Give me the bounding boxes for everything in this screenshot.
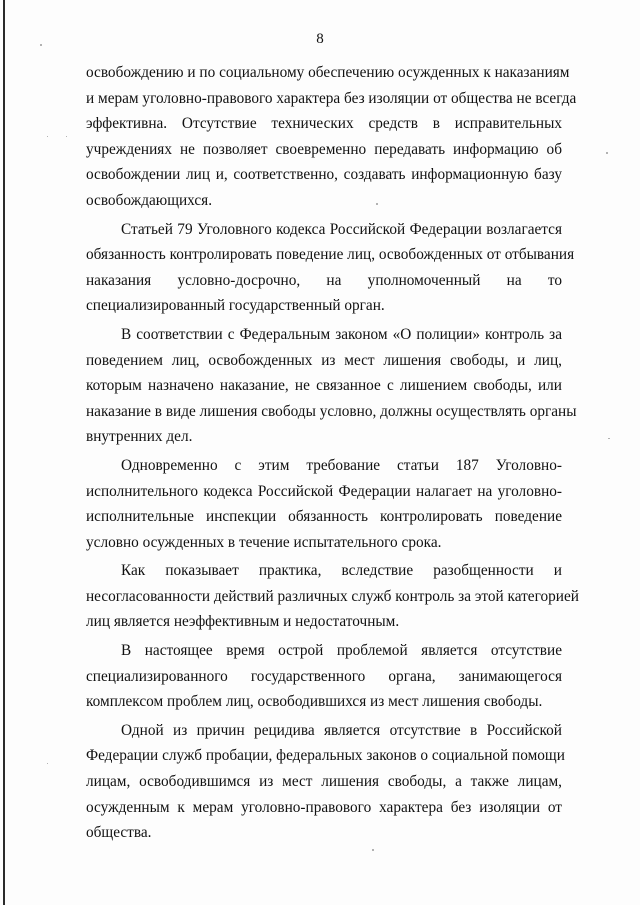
paragraph-3 (86, 322, 577, 450)
text-line: Статьей 79 Уголовного кодекса Российской Федерации возлагается (121, 220, 562, 238)
text-line: Одной из причин рецидива является отсутствие в Российской (121, 721, 562, 739)
scan-speck (372, 849, 374, 851)
text-line: эффективна. Отсутствие технических средств в исправительных (86, 115, 562, 133)
paragraph-7 (86, 718, 565, 846)
text-line: общества. (86, 824, 152, 842)
scan-speck (66, 136, 67, 137)
text-line: учреждениях не позволяет своевременно передавать информацию об (86, 140, 562, 158)
text-line: осужденным к мерам уголовно-правового характера без изоляции от (86, 798, 562, 816)
text-line: лиц является неэффективным и недостаточным. (86, 613, 400, 631)
text-line: освобождении лиц и, соответственно, создавать информационную базу (86, 166, 562, 184)
text-line: исполнительные инспекции обязанность контролировать поведение (86, 508, 562, 526)
scan-edge-line (3, 0, 5, 905)
paragraph-2 (86, 217, 575, 319)
text-line: специализированного государственного органа, занимающегося (86, 667, 562, 685)
paragraph-1 (86, 60, 577, 214)
scan-speck (376, 203, 378, 205)
text-line: наказание в виде лишения свободы условно, должны осуществлять органы (86, 402, 577, 420)
scan-speck (40, 44, 42, 46)
text-line: и мерам уголовно-правового характера без изоляции от общества не всегда (86, 89, 577, 107)
page-number: 8 (316, 31, 324, 47)
paragraph-5 (86, 558, 579, 635)
scan-speck (47, 763, 48, 764)
text-line: исполнительного кодекса Российской Федерации налагает на уголовно- (86, 482, 562, 500)
text-line: внутренних дел. (86, 428, 193, 446)
text-line: лицам, освободившимся из мест лишения свободы, а также лицам, (86, 773, 562, 791)
text-line: специализированный государственный орган. (86, 297, 385, 315)
text-line: Одновременно с этим требование статьи 187 Уголовно- (121, 456, 562, 474)
text-line: условно осужденных в течение испытательного срока. (86, 533, 442, 551)
scan-speck (47, 136, 48, 137)
text-line: поведением лиц, освобожденных из мест лишения свободы, и лиц, (86, 351, 562, 369)
text-line: комплексом проблем лиц, освободившихся из мест лишения свободы. (86, 693, 543, 711)
text-line: Федерации служб пробации, федеральных законов о социальной помощи (86, 747, 565, 765)
scan-speck (608, 438, 610, 439)
text-line: освобождению и по социальному обеспечению осужденных к наказаниям (86, 64, 570, 81)
text-line: В соответствии с Федеральным законом «О полиции» контроль за (121, 325, 562, 343)
text-line: несогласованности действий различных служб контроль за этой категорией (86, 587, 579, 605)
paragraph-4 (86, 453, 562, 555)
body-text (86, 60, 579, 849)
text-line: которым назначено наказание, не связанное с лишением свободы, или (86, 377, 562, 395)
text-line: освобождающихся. (86, 191, 213, 209)
text-line: обязанность контролировать поведение лиц, освобожденных от отбывания (86, 246, 575, 264)
text-line: Как показывает практика, вследствие разобщенности и (121, 562, 562, 580)
paragraph-6 (86, 638, 562, 715)
scan-speck (606, 152, 608, 154)
text-line: наказания условно-досрочно, на уполномоченный на то (86, 271, 562, 289)
text-line: В настоящее время острой проблемой является отсутствие (121, 642, 562, 660)
